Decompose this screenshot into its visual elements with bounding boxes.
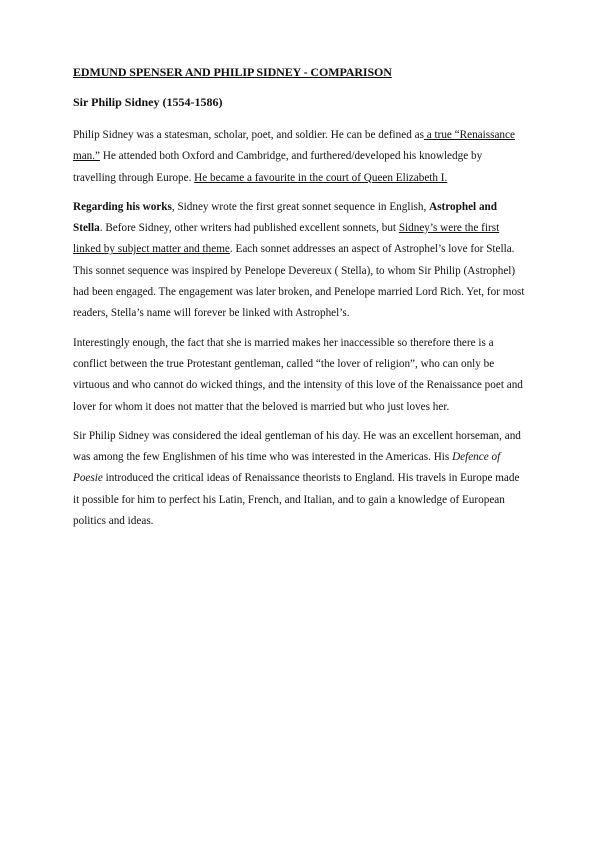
paragraph-intro-text-2: He attended both Oxford and Cambridge, and furthered/developed his knowledge by travelling through Europe.	[73, 150, 483, 184]
renaissance-man-phrase: a true “Renaissance man.”	[73, 129, 515, 163]
section-heading: Sir Philip Sidney (1554-1586)	[73, 95, 223, 109]
paragraph-intro	[73, 125, 525, 189]
paragraph-works-text-2: . Before Sidney, other writers had published excellent sonnets, but	[99, 222, 399, 235]
regarding-works-lead: Regarding his works	[73, 200, 172, 213]
document-title: EDMUND SPENSER AND PHILIP SIDNEY - COMPARISON	[73, 65, 392, 79]
paragraph-intro-text-1: Philip Sidney was a statesman, scholar, poet, and soldier. He can be defined as	[73, 129, 424, 141]
paragraph-gentleman-text-2: introduced the critical ideas of Renaissance theorists to England. His travels in Europe made it possible for him to perfect his Latin, French, and Italian, and to gain a knowledge of European politics and ideas.	[73, 472, 520, 528]
paragraph-conflict: Interestingly enough, the fact that she is married makes her inaccessible so therefore there is a conflict between the true Protestant gentleman, called “the lover of religion”, who can only be virtuous and who cannot do wicked things, and the intensity of this love of the Renaissance poet and lover for whom it does not matter that the beloved is married but who just loves her.	[73, 336, 523, 413]
paragraph-gentleman-text-1: Sir Philip Sidney was considered the ideal gentleman of his day. He was an excellent horseman, and was among the few Englishmen of his time who was interested in the Americas. His	[73, 429, 521, 464]
paragraph-works-text-3: . Each sonnet addresses an aspect of Astrophel’s love for Stella. This sonnet sequence was inspired by Penelope Devereux ( Stella), to whom Sir Philip (Astrophel) had been engaged. The engagement was later broken, and Penelope married Lord Rich. Yet, for most readers, Stella’s name will forever be linked with Astrophel’s.	[73, 243, 525, 320]
favourite-court-phrase: He became a favourite in the court of Queen Elizabeth I.	[194, 171, 448, 184]
defence-of-poesie-title: Defence of Poesie	[73, 451, 501, 485]
document-page	[73, 64, 525, 540]
paragraph-works-text-1: , Sidney wrote the first great sonnet sequence in English,	[171, 200, 430, 213]
paragraph-works	[73, 197, 525, 325]
linked-sonnets-phrase: Sidney’s were the first linked by subject matter and theme	[73, 222, 500, 256]
paragraph-gentleman	[73, 426, 525, 532]
astrophel-stella-title: Astrophel and Stella	[73, 200, 497, 235]
